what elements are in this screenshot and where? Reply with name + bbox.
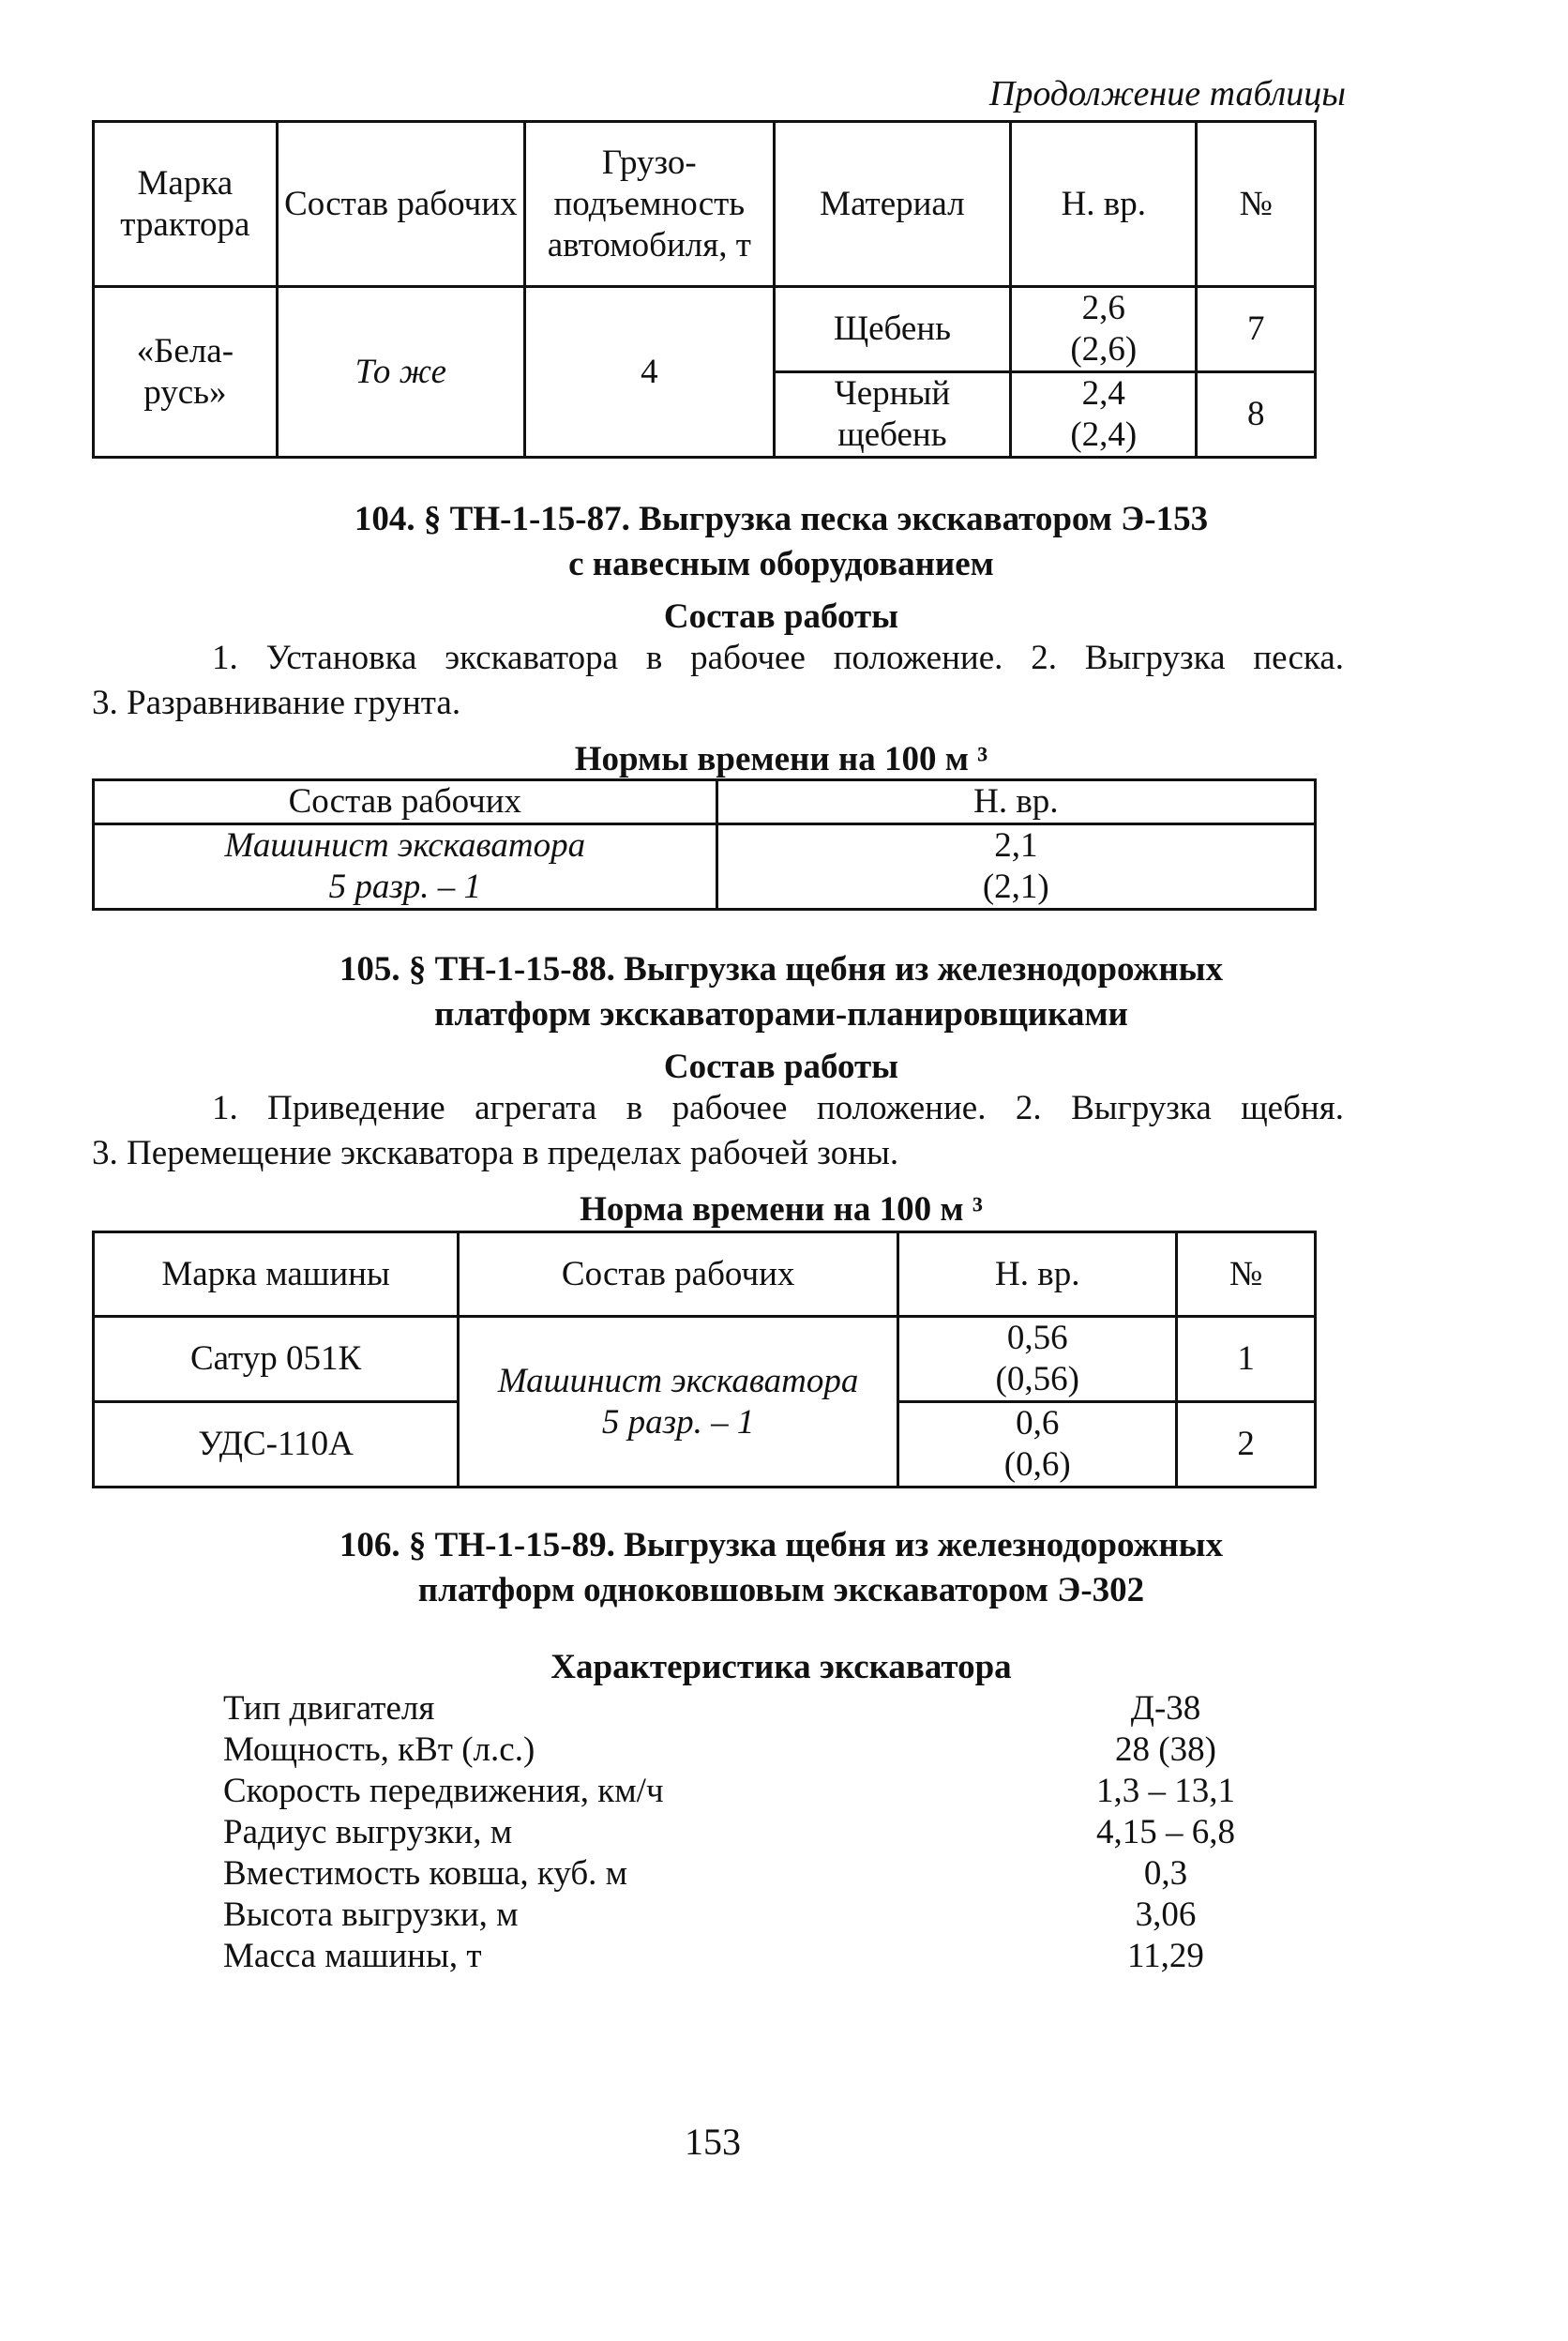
machine-cell: Сатур 051К — [94, 1317, 459, 1402]
header-workers: Состав рабочих — [277, 122, 524, 287]
section-104-norms-title: Нормы времени на 100 м ³ — [574, 740, 988, 778]
header-number: № — [1177, 1232, 1316, 1317]
section-104-work-title: Состав работы — [663, 597, 899, 636]
section-105-work-title: Состав работы — [663, 1048, 899, 1086]
section-104-table — [92, 778, 1317, 911]
header-workers: Состав рабочих — [94, 780, 717, 824]
page-number: 153 — [685, 2121, 741, 2163]
material-cell: Щебень — [774, 287, 1010, 372]
spec-row: Масса машины, т 11,29 — [223, 1937, 1204, 1975]
spec-row: Тип двигателя Д-38 — [223, 1689, 1201, 1728]
number-cell: 8 — [1197, 372, 1316, 458]
material-cell: Черный щебень — [774, 372, 1010, 458]
section-104-work-text: 3. Разравнивание грунта. — [92, 684, 461, 722]
spec-row: Радиус выгрузки, м 4,15 – 6,8 — [223, 1813, 1235, 1851]
norm-cell: 0,6 (0,6) — [898, 1402, 1177, 1488]
header-workers: Состав рабочих — [459, 1232, 898, 1317]
norm-cell: 2,1 (2,1) — [716, 824, 1315, 910]
norm-cell: 2,4 (2,4) — [1011, 372, 1197, 458]
header-capacity: Грузо-подъемность автомобиля, т — [524, 122, 774, 287]
section-106-char-title: Характеристика экскаватора — [550, 1648, 1012, 1686]
norm-cell: 2,6 (2,6) — [1011, 287, 1197, 372]
excavator-specs — [223, 1688, 1236, 1977]
norm-cell: 0,56 (0,56) — [898, 1317, 1177, 1402]
header-norm: Н. вр. — [898, 1232, 1177, 1317]
number-cell: 2 — [1177, 1402, 1316, 1488]
capacity-cell: 4 — [524, 287, 774, 458]
header-machine: Марка машины — [94, 1232, 459, 1317]
continuation-label: Продолжение таблицы — [988, 74, 1346, 113]
machine-cell: УДС-110А — [94, 1402, 459, 1488]
section-105-title: 105. § ТН-1-15-88. Выгрузка щебня из железнодорожных платформ экскаваторами-планировщиками — [339, 950, 1224, 1034]
spec-row: Скорость передвижения, км/ч 1,3 – 13,1 — [223, 1772, 1235, 1810]
spec-row: Мощность, кВт (л.с.) 28 (38) — [223, 1730, 1216, 1769]
number-cell: 1 — [1177, 1317, 1316, 1402]
workers-cell: Машинист экскаватора 5 разр. – 1 — [94, 824, 717, 910]
section-105-work-text: 1. Приведение агрегата в рабочее положение. 2. Выгрузка щебня. — [212, 1089, 1344, 1127]
header-norm: Н. вр. — [1011, 122, 1197, 287]
header-material: Материал — [774, 122, 1010, 287]
spec-row: Вместимость ковша, куб. м 0,3 — [223, 1854, 1188, 1893]
workers-cell: То же — [277, 287, 524, 458]
tractor-table — [92, 120, 1317, 459]
section-104-title: 104. § ТН-1-15-87. Выгрузка песка экскаватором Э-153 с навесным оборудованием — [354, 500, 1209, 583]
tractor-cell: «Бела-русь» — [94, 287, 278, 458]
spec-row: Высота выгрузки, м 3,06 — [223, 1895, 1197, 1934]
workers-cell: Машинист экскаватора 5 разр. – 1 — [459, 1317, 898, 1488]
section-106-title: 106. § ТН-1-15-89. Выгрузка щебня из железнодорожных платформ одноковшовым экскаватором Э-302 — [339, 1526, 1224, 1609]
section-104-work-text: 1. Установка экскаватора в рабочее положение. 2. Выгрузка песка. — [212, 639, 1344, 677]
number-cell: 7 — [1197, 287, 1316, 372]
header-tractor: Марка трактора — [94, 122, 278, 287]
header-norm: Н. вр. — [716, 780, 1315, 824]
section-105-norms-title: Норма времени на 100 м ³ — [580, 1190, 983, 1229]
section-105-table — [92, 1231, 1317, 1488]
section-105-work-text: 3. Перемещение экскаватора в пределах рабочей зоны. — [92, 1134, 899, 1172]
header-number: № — [1197, 122, 1316, 287]
